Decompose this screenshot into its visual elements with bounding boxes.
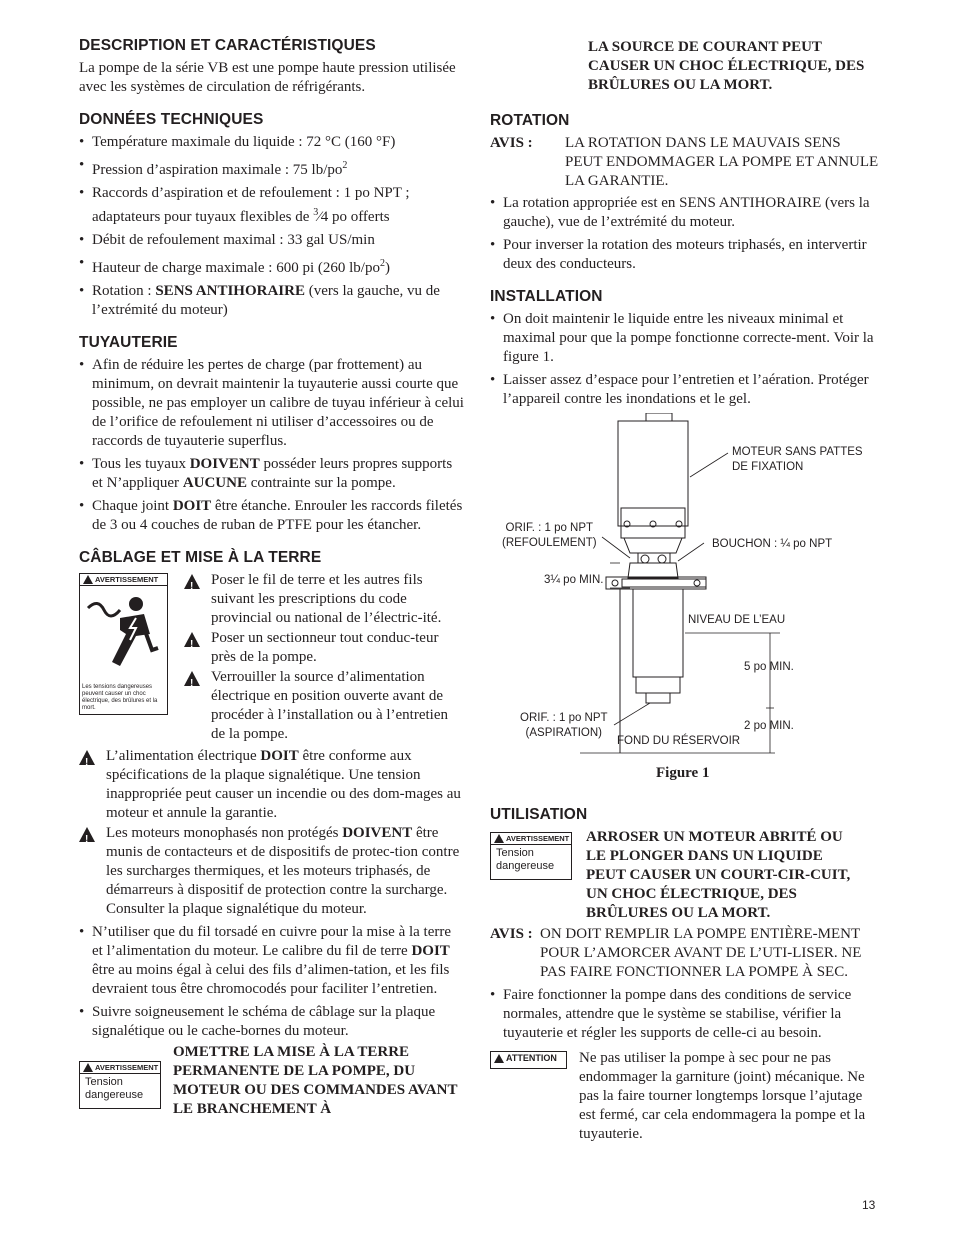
list-item: • Température maximale du liquide : 72 °C (160 °F) [79, 133, 464, 152]
page-number: 13 [862, 1198, 876, 1212]
list-item: • Raccords d’aspiration et de refoulement : 1 po NPT ; adaptateurs pour tuyaux flexibles de $^3$⁄4 po offerts [79, 184, 464, 227]
label-min-3-1-4: 3¼ po MIN. [544, 574, 604, 586]
list-item: • Rotation : SENS ANTIHORAIRE (vers la gauche, vu de l’extrémité du moteur) [79, 282, 464, 320]
heading-wiring: CÂBLAGE ET MISE À LA TERRE [79, 549, 322, 566]
warning-item: ! Les moteurs monophasés non protégés DOIVENT être munis de contacteurs et de dispositifs de protec-tion contre les surcharges thermiques, et les moteurs triphasés, de démarreurs à dispositif de protection contre la surcharge. Consulter la plaque signalétique du moteur. [79, 824, 464, 919]
list-item: • La rotation appropriée est en SENS ANTIHORAIRE (vers la gauche), vue de l’extrémité du moteur. [490, 194, 880, 232]
label-min-2: 2 po MIN. [744, 720, 794, 732]
list-item: • Suivre soigneusement le schéma de câblage sur la plaque signalétique ou le cache-bornes du moteur. [79, 1003, 464, 1041]
list-item: • Débit de refoulement maximal : 33 gal US/min [79, 231, 464, 250]
installation-list [490, 310, 880, 409]
label-suction-port: ORIF. : 1 po NPT (ASPIRATION) [520, 712, 608, 739]
right-column [490, 38, 880, 1144]
list-item: • Pour inverser la rotation des moteurs triphasés, en intervertir deux des conducteurs. [490, 236, 880, 274]
warning-icon [79, 750, 95, 765]
heading-rotation: ROTATION [490, 112, 570, 129]
submersion-warning: ARROSER UN MOTEUR ABRITÉ OU LE PLONGER DANS UN LIQUIDE PEUT CAUSER UN COURT-CIR-CUIT, UN CHOC ÉLECTRIQUE, DES BRÛLURES OU LA MORT. [586, 829, 851, 921]
list-item: • Afin de réduire les pertes de charge (par frottement) au minimum, on devrait maintenir la tuyauterie aussi courte que possible, ne pas employer un calibre de tuyau inférieur à celui de l’orifice de refoulement ni utiliser d’accessoires ou de raccords de tuyauterie superflus. [79, 356, 464, 451]
warning-icon [184, 574, 200, 589]
list-item: • Faire fonctionner la pompe dans des conditions de service normales, attendre que le système se stabilise, vérifier la tuyauterie et régler les supports de celle-ci au besoin. [490, 986, 880, 1043]
heading-operation: UTILISATION [490, 806, 588, 823]
section-operation [490, 805, 880, 1144]
piping-list [79, 356, 464, 535]
wiring-list [79, 923, 464, 1041]
voltage-warning-label: AVERTISSEMENT Tension dangereuse [79, 1061, 161, 1109]
heading-technical-data: DONNÉES TECHNIQUES [79, 111, 264, 128]
dry-run-caution: Ne pas utiliser la pompe à sec pour ne pas endommager la garniture (joint) mécanique. Ne pas la faire tourner longtemps lorsque l’ajutage est fermé, car cela endommagera la pompe et la tuyauterie. [579, 1050, 866, 1142]
warning-item: ! Poser un sectionneur tout conduc-teur près de la pompe. [184, 629, 464, 667]
list-item: • On doit maintenir le liquide entre les niveaux minimal et maximal pour que la pompe fonctionne correcte-ment. Voir la figure 1. [490, 310, 880, 367]
warning-icon [184, 632, 200, 647]
shock-warning-small-text: Les tensions dangereuses peuvent causer un choc électrique, des brûlures et la mort. [82, 684, 158, 711]
list-item: • Chaque joint DOIT être étanche. Enrouler les raccords filetés de 3 ou 4 couches de ruban de PTFE pour les étancher. [79, 497, 464, 535]
shock-warning-label: AVERTISSEMENT Les tensions dangereuses peuvent causer un choc électrique, des brûlures et la mort. [79, 573, 168, 715]
warning-icon [79, 827, 95, 842]
warning-icon [494, 834, 504, 843]
label-water-level: NIVEAU DE L’EAU [688, 614, 786, 626]
warning-icon [83, 1063, 93, 1072]
section-description [79, 36, 464, 97]
figure-caption: Figure 1 [656, 765, 710, 781]
left-column [79, 36, 464, 1119]
section-rotation [490, 111, 880, 274]
label-min-5: 5 po MIN. [744, 661, 794, 673]
list-item: • N’utiliser que du fil torsadé en cuivre pour la mise à la terre et l’alimentation du moteur. Le calibre du fil de terre DOIT être au moins égal à celui des fils d’alimen-tation, et les fils devraient tous être chromocodés pour faciliter l’entretien. [79, 923, 464, 999]
voltage-warning-label: AVERTISSEMENT Tension dangereuse [490, 832, 572, 880]
warning-item: ! Poser le fil de terre et les autres fils suivant les prescriptions du code provincial ou national de l’électric-ité. [184, 571, 464, 628]
rotation-notice: AVIS : LA ROTATION DANS LE MAUVAIS SENS PEUT ENDOMMAGER LA POMPE ET ANNULE LA GARANTIE. [490, 135, 879, 189]
section-piping [79, 333, 464, 535]
section-wiring [79, 548, 464, 1119]
warning-item: ! Verrouiller la source d’alimentation électrique en position ouverte avant de procéder à l’installation ou à l’entretien de la pompe. [184, 668, 464, 744]
label-plug: BOUCHON : ¼ po NPT [712, 538, 833, 550]
operation-list [490, 986, 880, 1043]
electric-shock-icon [80, 588, 165, 678]
warning-item: ! L’alimentation électrique DOIT être conforme aux spécifications de la plaque signalétique. Une tension inappropriée peut causer un incendie ou des dom-mages au moteur et annule la garantie. [79, 747, 464, 823]
section-installation [490, 287, 880, 409]
list-item: • Pression d’aspiration maximale : 75 $lb/po^2$ [79, 156, 464, 180]
continued-warning: LA SOURCE DE COURANT PEUT CAUSER UN CHOC ÉLECTRIQUE, DES BRÛLURES OU LA MORT. [588, 39, 865, 93]
technical-data-list [79, 133, 464, 320]
list-item: • Tous les tuyaux DOIVENT posséder leurs propres supports et N’appliquer AUCUNE contrainte sur la pompe. [79, 455, 464, 493]
list-item: • Laisser assez d’espace pour l’entretien et l’aération. Protéger l’appareil contre les inondations et le gel. [490, 371, 880, 409]
label-motor: MOTEUR SANS PATTES DE FIXATION [732, 446, 863, 473]
warning-icon [184, 671, 200, 686]
warning-icon [494, 1054, 504, 1063]
section-technical-data [79, 110, 464, 320]
heading-piping: TUYAUTERIE [79, 334, 178, 351]
operation-notice: AVIS : ON DOIT REMPLIR LA POMPE ENTIÈRE-MENT POUR L’AMORCER AVANT DE L’UTI-LISER. NE PAS FAIRE FONCTIONNER LA POMPE À SEC. [490, 926, 862, 980]
label-tank-bottom: FOND DU RÉSERVOIR [617, 735, 741, 747]
grounding-warning: OMETTRE LA MISE À LA TERRE PERMANENTE DE LA POMPE, DU MOTEUR OU DES COMMANDES AVANT LE BRANCHEMENT À [173, 1044, 458, 1117]
label-discharge-port: ORIF. : 1 po NPT (REFOULEMENT) [502, 522, 597, 549]
rotation-list [490, 194, 880, 274]
heading-installation: INSTALLATION [490, 288, 603, 305]
list-item: • Hauteur de charge maximale : 600 pi (260 $lb/po^2$) [79, 254, 464, 278]
attention-label: ATTENTION [490, 1051, 567, 1069]
warning-icon [83, 575, 93, 584]
heading-description: DESCRIPTION ET CARACTÉRISTIQUES [79, 37, 376, 54]
figure-1-pump-diagram [490, 413, 880, 793]
description-text: La pompe de la série VB est une pompe haute pression utilisée avec les systèmes de circulation de réfrigérants. [79, 60, 456, 95]
